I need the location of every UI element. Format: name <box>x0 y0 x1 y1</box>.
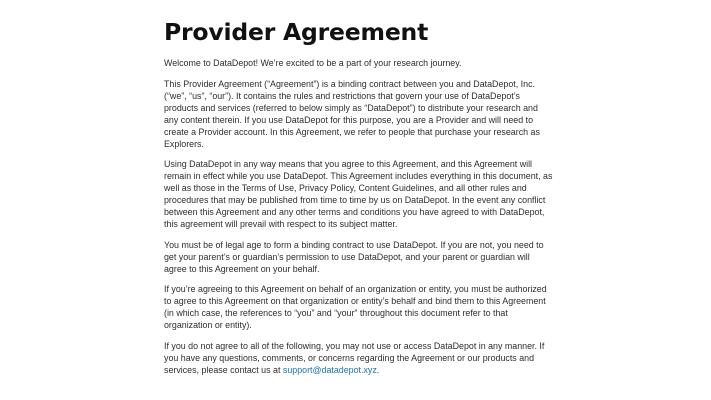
agreement-content <box>164 17 554 384</box>
page-title: Provider Agreement <box>164 18 429 46</box>
paragraph-contact <box>164 340 554 376</box>
contact-text-before: If you do not agree to all of the following, you may not use or access DataDepot in any manner. If you have any questions, comments, or concerns regarding the Agreement or our products and services, please contact us at <box>164 340 545 375</box>
paragraph-usage: Using DataDepot in any way means that you agree to this Agreement, and this Agreement will remain in effect while you use DataDepot. This Agreement includes everything in this document, as well as those in the Terms of Use, Privacy Policy, Content Guidelines, and all other rules and procedures that may be published from time to time by us on DataDepot. In the event any conflict between this Agreement and any other terms and conditions you have agreed to with DataDepot, this agreement will prevail with respect to its subject matter. <box>164 159 553 229</box>
paragraph-welcome: Welcome to DataDepot! We’re excited to be a part of your research journey. <box>164 58 462 68</box>
paragraph-legal-age: You must be of legal age to form a binding contract to use DataDepot. If you are not, you need to get your parent’s or guardian’s permission to use DataDepot, and your parent or guardian will agree to this Agreement on your behalf. <box>164 239 544 274</box>
contact-text-after: . <box>376 364 380 375</box>
paragraph-definition: This Provider Agreement (“Agreement”) is a binding contract between you and DataDepot, Inc. (“we”, “us”, “our”). It contains the rules and restrictions that govern your use of DataDepot’s products and services (referred to below simply as “DataDepot”) to distribute your research and any content therein. If you use DataDepot for this purpose, you are a Provider and will need to create a Provider account. In this Agreement, we refer to people that purchase your research as Explorers. <box>164 78 540 149</box>
paragraph-organization: If you’re agreeing to this Agreement on behalf of an organization or entity, you must be authorized to agree to this Agreement on that organization or entity’s behalf and bind them to this Agreement (in which case, the references to “you” and “your” throughout this document refer to that organization or entity). <box>164 284 547 330</box>
support-email-link[interactable]: support@datadepot.xyz <box>282 364 377 375</box>
